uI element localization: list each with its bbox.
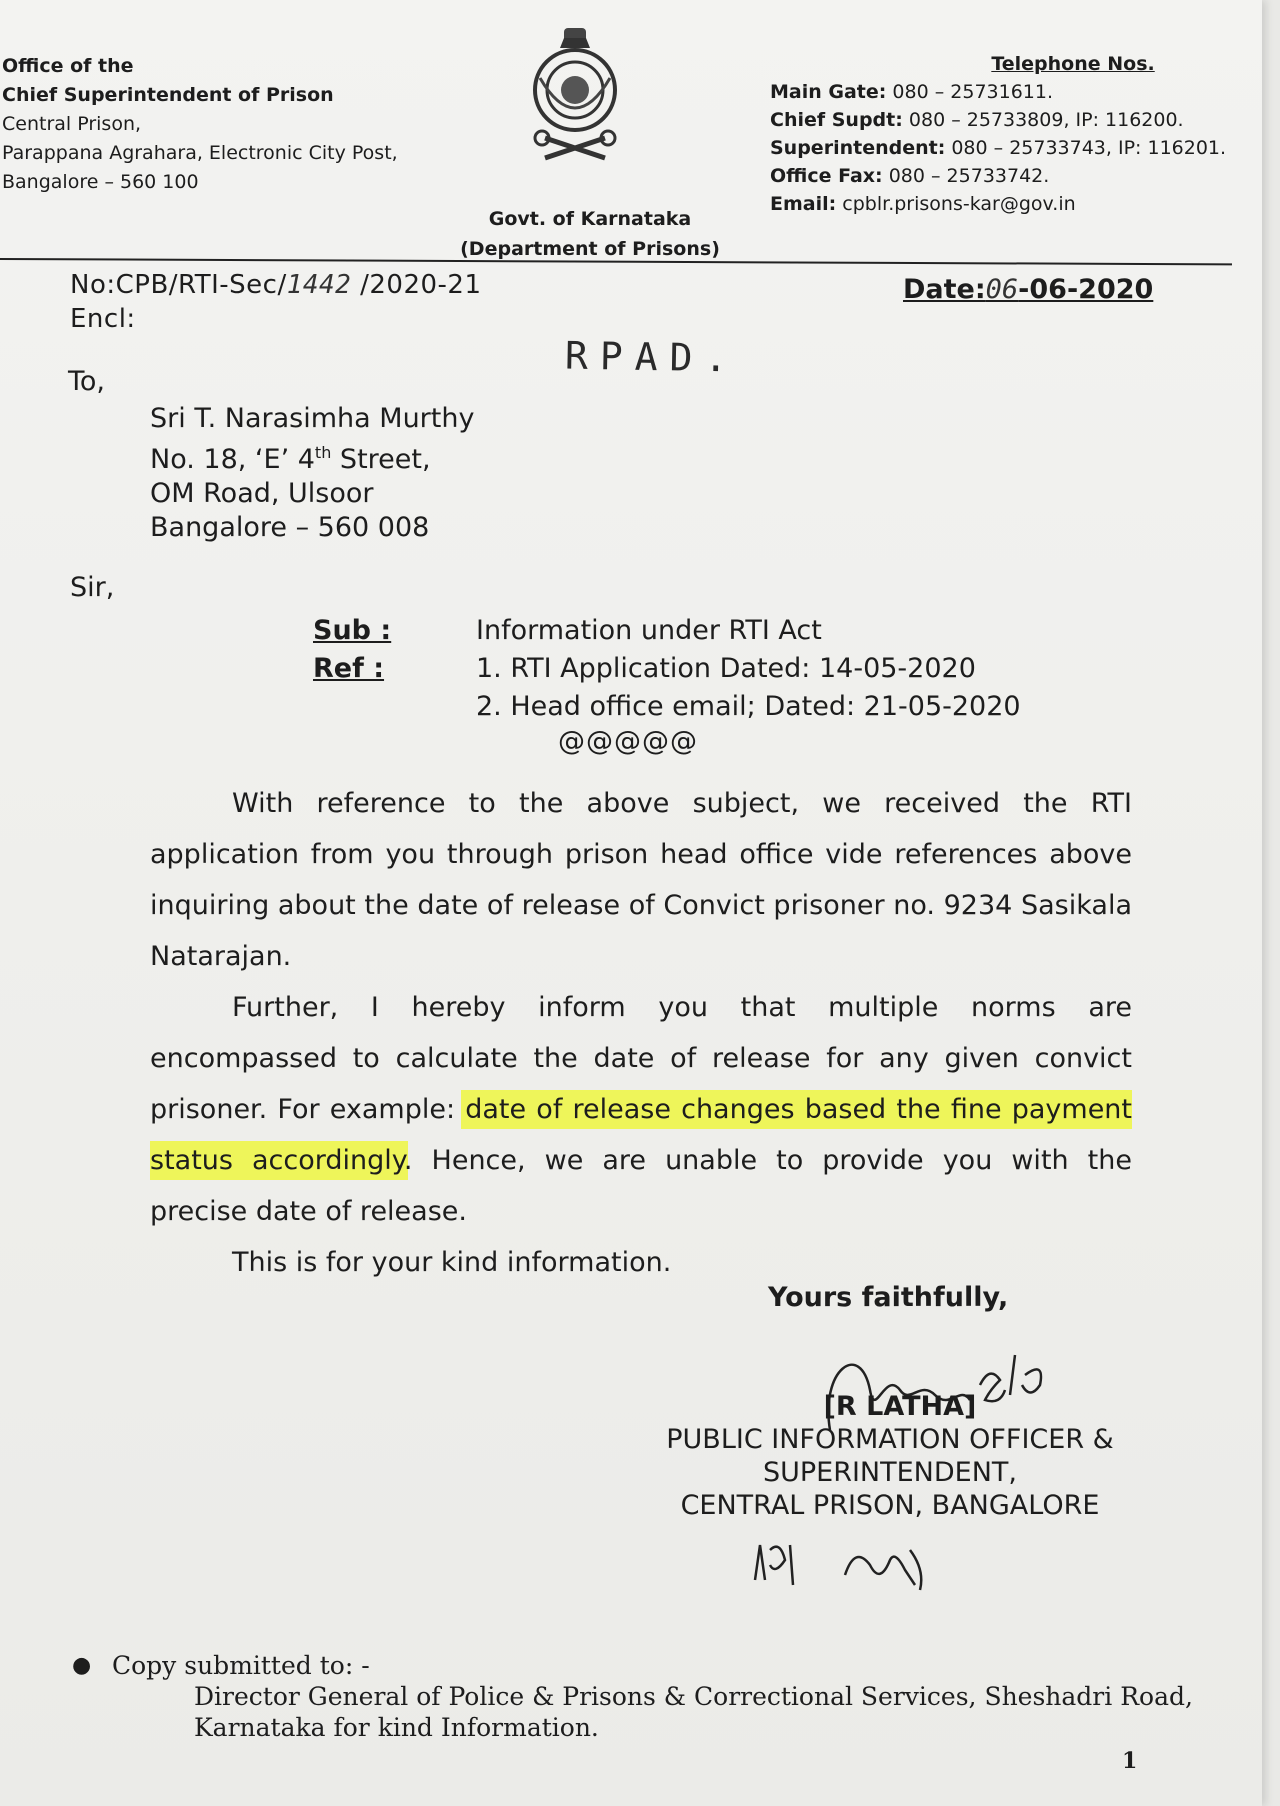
address-street: No. 18, ‘E’ 4 [150, 444, 315, 475]
to-label: To, [68, 366, 106, 397]
date-label: Date: [903, 274, 986, 305]
paragraph-2-start: Further, I hereby inform you that multiple norms are encompassed to calculate the date of release for any given convict prisoner. For example: [150, 992, 1132, 1125]
ref-line [70, 268, 482, 302]
signatory-title-2: SUPERINTENDENT, [762, 1457, 1018, 1488]
rpad-handwritten: RPAD. [564, 333, 740, 381]
bullet-icon: ● [72, 1653, 92, 1678]
office-line-1: Office of the [2, 55, 134, 77]
date-rest: -06-2020 [1018, 274, 1154, 305]
sub-ref-values [476, 612, 1021, 726]
encl-line: Encl: [70, 304, 136, 334]
copy-submitted [70, 1650, 1194, 1743]
ref-item-1: 1. RTI Application Dated: 14-05-2020 [476, 653, 976, 684]
contact-label: Main Gate: [770, 81, 887, 103]
contact-label: Email: [770, 193, 837, 215]
recipient-address [150, 402, 474, 545]
contact-label: Chief Supdt: [770, 109, 903, 131]
signatory-block [640, 1390, 1140, 1522]
page-number: 1 [1122, 1748, 1138, 1774]
govt-heading [440, 204, 740, 264]
office-line-4: Parappana Agrahara, Electronic City Post, [2, 142, 398, 164]
contact-label: Superintendent: [770, 137, 946, 159]
office-line-3: Central Prison, [2, 113, 142, 135]
ref-label: Ref : [313, 653, 385, 684]
sub-text: Information under RTI Act [476, 615, 822, 646]
paragraph-1: With reference to the above subject, we received the RTI application from you through prison head office vide references above inquiring about the date of release of Convict prisoner no. 9234 Sasikala Natarajan. [150, 788, 1132, 972]
copy-text: Director General of Police & Prisons & Correctional Services, Sheshadri Road, Karnataka for kind Information. [194, 1682, 1193, 1742]
contact-label: Office Fax: [770, 165, 883, 187]
closing: Yours faithfully, [768, 1282, 1009, 1313]
contact-superintendent [770, 134, 1226, 162]
office-address [2, 52, 398, 197]
emblem-icon [520, 18, 630, 173]
contact-value: 080 – 25733743, IP: 116201. [951, 137, 1227, 159]
dept-name: (Department of Prisons) [460, 238, 720, 260]
contact-value: 080 – 25733809, IP: 116200. [908, 109, 1184, 131]
ref-item-2: 2. Head office email; Dated: 21-05-2020 [476, 691, 1021, 722]
telephone-block [770, 50, 1226, 218]
paragraph-2 [150, 982, 1132, 1237]
contact-value: cpblr.prisons-kar@gov.in [842, 193, 1076, 215]
telephone-title: Telephone Nos. [991, 53, 1155, 75]
contact-value: 080 – 25731611. [892, 81, 1054, 103]
ref-suffix: /2020-21 [351, 270, 482, 300]
reference-number [70, 268, 482, 336]
date-handwritten: 06 [985, 274, 1019, 305]
office-line-2: Chief Superintendent of Prison [2, 84, 334, 106]
highlighted-text: date of release changes based the fine payment status accordingly [150, 1094, 1133, 1176]
contact-email [770, 190, 1226, 218]
contact-chief-supdt [770, 106, 1226, 134]
ref-handwritten: 1442 [286, 270, 352, 300]
separator: @@@@@ [558, 726, 698, 757]
office-line-5: Bangalore – 560 100 [2, 171, 199, 193]
letter-body [150, 778, 1132, 1288]
letter-date [903, 274, 1153, 305]
signatory-title-1: PUBLIC INFORMATION OFFICER & [666, 1424, 1114, 1455]
sub-label: Sub : [313, 615, 392, 646]
ref-prefix: No:CPB/RTI-Sec/ [70, 270, 287, 300]
salutation: Sir, [70, 572, 115, 603]
contact-main-gate [770, 78, 1226, 106]
contact-value: 080 – 25733742. [888, 165, 1050, 187]
sub-ref-labels [313, 612, 391, 688]
address-line-1: Sri T. Narasimha Murthy [150, 403, 475, 434]
address-line-3: OM Road, Ulsoor [150, 478, 374, 509]
signatory-name: [R LATHA] [823, 1391, 977, 1422]
address-street-suffix: Street, [331, 444, 431, 475]
address-superscript: th [314, 443, 332, 462]
initials-icon [745, 1530, 955, 1600]
contact-fax [770, 162, 1226, 190]
signatory-title-3: CENTRAL PRISON, BANGALORE [680, 1490, 1100, 1521]
paragraph-3: This is for your kind information. [232, 1247, 672, 1278]
copy-label: Copy submitted to: - [112, 1651, 370, 1680]
govt-name: Govt. of Karnataka [488, 208, 692, 230]
address-line-4: Bangalore – 560 008 [150, 512, 430, 543]
paragraph-2-end: . Hence, we are unable to provide you with the precise date of release. [150, 1145, 1132, 1227]
address-line-2 [150, 436, 474, 477]
